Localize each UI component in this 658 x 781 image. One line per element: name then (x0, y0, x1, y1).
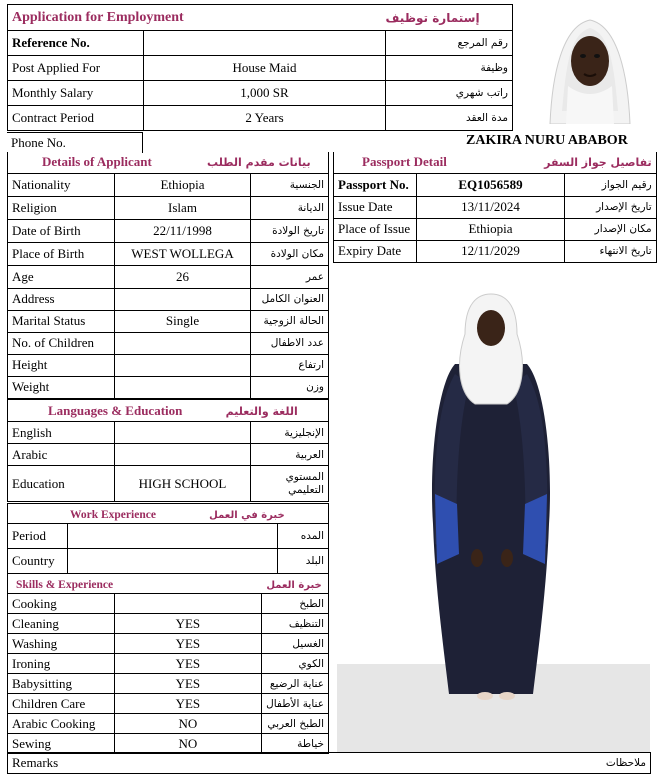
detail-label: Address (8, 288, 115, 310)
skills-table (7, 573, 329, 754)
skill-label-ar: الطبخ (262, 594, 329, 614)
language-value (115, 444, 251, 466)
details-header (8, 152, 329, 173)
remarks-table (7, 752, 651, 774)
passport-label-ar: تاريخ الإصدار (565, 196, 657, 218)
work-header (8, 504, 329, 524)
passport-label: Place of Issue (334, 218, 417, 240)
detail-label: Marital Status (8, 310, 115, 332)
work-value (68, 549, 278, 574)
detail-label-ar: وزن (251, 376, 329, 398)
detail-label: Age (8, 265, 115, 288)
detail-label: Nationality (8, 173, 115, 196)
languages-title-ar: اللغة والتعليم (225, 404, 298, 418)
work-table (7, 503, 329, 574)
header-title-cell (8, 5, 386, 31)
passport-label: Passport No. (334, 173, 417, 196)
detail-label-ar: الديانة (251, 196, 329, 219)
skills-title-ar: خبرة العمل (266, 579, 322, 591)
detail-value (115, 288, 251, 310)
skill-label: Washing (8, 634, 115, 654)
portrait-photo (540, 6, 640, 124)
top-value: 2 Years (144, 106, 386, 131)
passport-label-ar: رقيم الجواز (565, 173, 657, 196)
detail-label-ar: الجنسية (251, 173, 329, 196)
top-value: 1,000 SR (144, 81, 386, 106)
details-table (7, 152, 329, 399)
work-label: Period (8, 524, 68, 549)
applicant-name: ZAKIRA NURU ABABOR (466, 133, 628, 148)
work-label-ar: المده (278, 524, 329, 549)
remarks-label-ar: ملاحظات (348, 753, 650, 774)
top-label-ar: رقم المرجع (386, 31, 513, 56)
top-label-ar: مدة العقد (386, 106, 513, 131)
detail-value: 26 (115, 265, 251, 288)
skill-label-ar: الغسيل (262, 634, 329, 654)
detail-label: No. of Children (8, 332, 115, 354)
work-value (68, 524, 278, 549)
detail-label: Weight (8, 376, 115, 398)
work-label-ar: البلد (278, 549, 329, 574)
detail-label-ar: تاريخ الولادة (251, 219, 329, 242)
detail-value (115, 376, 251, 398)
passport-label: Expiry Date (334, 240, 417, 262)
work-title-ar: خبرة في العمل (209, 509, 285, 521)
top-table (7, 4, 513, 131)
skill-label: Ironing (8, 654, 115, 674)
skill-value: NO (114, 714, 261, 734)
phone-table (7, 132, 143, 153)
passport-value: 13/11/2024 (417, 196, 565, 218)
passport-label: Issue Date (334, 196, 417, 218)
language-label: Arabic (8, 444, 115, 466)
detail-value: Islam (115, 196, 251, 219)
detail-value: WEST WOLLEGA (115, 242, 251, 265)
detail-label-ar: عمر (251, 265, 329, 288)
detail-value: Ethiopia (115, 173, 251, 196)
languages-title-en: Languages & Education (48, 402, 183, 418)
passport-table (333, 152, 657, 263)
top-label: Contract Period (8, 106, 144, 131)
passport-title-ar: تفاصيل جواز السفر (544, 156, 652, 170)
skill-value (114, 594, 261, 614)
detail-label: Place of Birth (8, 242, 115, 265)
detail-label-ar: العنوان الكامل (251, 288, 329, 310)
skill-label-ar: التنظيف (262, 614, 329, 634)
passport-value: EQ1056589 (417, 173, 565, 196)
full-body-photo (337, 264, 650, 752)
skill-value: YES (114, 614, 261, 634)
languages-table (7, 399, 329, 502)
remarks-label: Remarks (8, 753, 349, 774)
header-title-en: Application for Employment (12, 10, 184, 25)
skill-label: Cleaning (8, 614, 115, 634)
language-label: English (8, 422, 115, 444)
header-title-ar-cell (386, 5, 513, 31)
language-label-ar: المستوي التعليمي (251, 466, 329, 502)
top-value (144, 31, 386, 56)
detail-label-ar: ارتفاع (251, 354, 329, 376)
work-label: Country (8, 549, 68, 574)
skill-label: Arabic Cooking (8, 714, 115, 734)
detail-value: 22/11/1998 (115, 219, 251, 242)
detail-label: Date of Birth (8, 219, 115, 242)
detail-label-ar: مكان الولادة (251, 242, 329, 265)
skill-label-ar: الكوي (262, 654, 329, 674)
passport-label-ar: مكان الإصدار (565, 218, 657, 240)
details-title-en: Details of Applicant (42, 154, 152, 170)
skill-value: YES (114, 634, 261, 654)
detail-label-ar: عدد الاطفال (251, 332, 329, 354)
top-label: Post Applied For (8, 56, 144, 81)
top-value: House Maid (144, 56, 386, 81)
skills-header (8, 574, 329, 594)
skill-label-ar: عناية الأطفال (262, 694, 329, 714)
top-label: Reference No. (8, 31, 144, 56)
detail-value: Single (115, 310, 251, 332)
passport-value: Ethiopia (417, 218, 565, 240)
passport-title-en: Passport Detail (362, 154, 447, 170)
top-label-ar: وظيفة (386, 56, 513, 81)
languages-header (8, 400, 329, 422)
skill-value: NO (114, 734, 261, 754)
language-value: HIGH SCHOOL (115, 466, 251, 502)
passport-value: 12/11/2029 (417, 240, 565, 262)
detail-label-ar: الحالة الزوجية (251, 310, 329, 332)
detail-value (115, 332, 251, 354)
detail-label: Religion (8, 196, 115, 219)
skill-value: YES (114, 694, 261, 714)
skill-label-ar: الطبخ العربي (262, 714, 329, 734)
passport-label-ar: تاريخ الانتهاء (565, 240, 657, 262)
top-label-ar: راتب شهري (386, 81, 513, 106)
skill-label-ar: عناية الرضيع (262, 674, 329, 694)
skill-label: Babysitting (8, 674, 115, 694)
passport-header (334, 152, 657, 173)
detail-label: Height (8, 354, 115, 376)
top-label: Monthly Salary (8, 81, 144, 106)
language-label-ar: العربية (251, 444, 329, 466)
skill-label-ar: خياطة (262, 734, 329, 754)
language-label-ar: الإنجليزية (251, 422, 329, 444)
detail-value (115, 354, 251, 376)
skill-label: Children Care (8, 694, 115, 714)
header-title-ar: إستمارة توظيف (385, 10, 480, 25)
work-title-en: Work Experience (70, 508, 156, 521)
skill-value: YES (114, 674, 261, 694)
skill-value: YES (114, 654, 261, 674)
skill-label: Cooking (8, 594, 115, 614)
skills-title-en: Skills & Experience (16, 578, 114, 591)
language-value (115, 422, 251, 444)
skill-label: Sewing (8, 734, 115, 754)
phone-label: Phone No. (7, 133, 143, 153)
language-label: Education (8, 466, 115, 502)
details-title-ar: بيانات مقدم الطلب (207, 156, 311, 170)
